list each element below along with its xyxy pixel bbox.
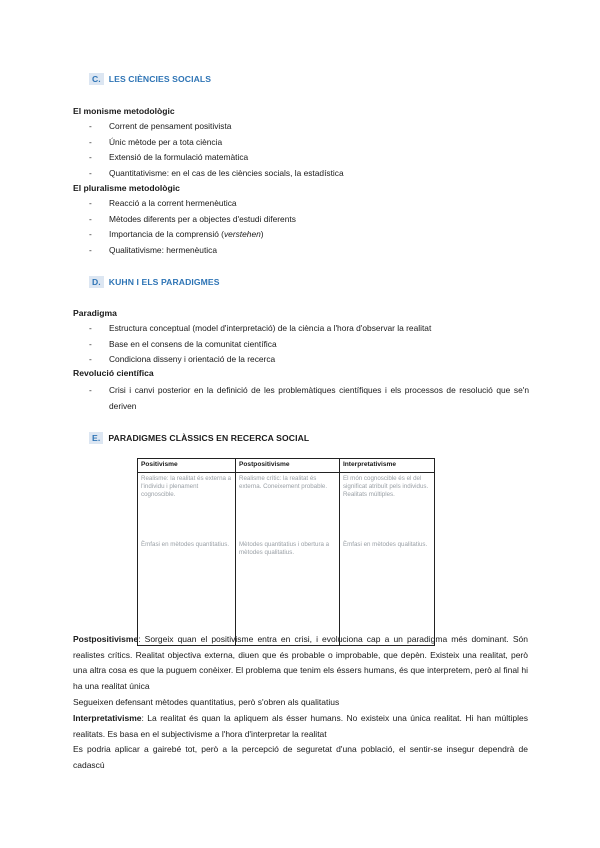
table-cell: Realisme crític: la realitat és externa. Coneixement probable. Mètodes quantitatius i obertura a mètodes qualitatius. [236,473,340,646]
postpositivisme-paragraph: Postpositivisme: Sorgeix quan el positivisme entra en crisi, i evoluciona cap a un paradigma més dominant. Són realistes crítics. Realitat objectiva externa, diuen que és probable o improbable, que depèn. Existeix una realitat, però una altra cosa es que la puguem conèixer. El problema que tenim els éssers humans, és que interpretem, però al final hi ha una realitat única [73,634,528,691]
section-e-title: PARADIGMES CLÀSSICS EN RECERCA SOCIAL [108,433,310,443]
section-c-heading [89,73,211,85]
section-e-heading [89,432,309,444]
interpretativisme-paragraph: Interpretativisme: La realitat és quan la apliquem als ésser humans. No existeix una única realitat. Hi han múltiples realitats. Es basa en el subjectivisme a l'hora d'interpretar la realitat [73,713,528,739]
section-c-letter: C. [89,73,104,85]
section-c-title: LES CIÈNCIES SOCIALS [108,74,212,84]
segueixen-paragraph: Segueixen defensant mètodes quantitatius, però s'obren als qualitatius [73,697,340,707]
table-header-cell: Interpretativisme [339,459,434,473]
monisme-heading: El monisme metodològic [73,106,175,116]
pluralisme-heading: El pluralisme metodològic [73,183,180,193]
final-paragraph: Es podria aplicar a gairebé tot, però a la percepció de seguretat d'una població, el sentir-se insegur dependrà de cadascú [73,744,528,770]
section-d-heading [89,276,220,288]
section-d-letter: D. [89,276,104,288]
table-header-cell: Positivisme [138,459,236,473]
table-cell: El món cognoscible és el del significat atribuït pels individus. Realitats múltiples. Èmfasi en mètodes qualitatius. [339,473,434,646]
section-d-title: KUHN I ELS PARADIGMES [108,277,220,287]
revolucio-heading: Revolució científica [73,368,154,378]
paradigms-table [137,458,435,646]
document-page: C. LES CIÈNCIES SOCIALS El monisme metodològic - Corrent de pensament positivista - Únic mètode per a tota ciència - Extensió de la formulació matemàtica - Quantitativisme: en el cas de les ciències socials, la estadística El pluralisme metodològic - Reacció a la corrent hermenèutica - Mètodes diferents per a objectes d'estudi diferents - Importancia de la comprensió (verstehen) - Qualitativisme: hermenèutica D. KUHN I ELS PARADIGMES Paradigma - Estructura conceptual (model d'interpretació) de la ciència a l'hora d'observar la realitat - Base en el consens de la comunitat científica - Condiciona disseny i orientació de la recerca Revolució científica - Crisi i canvi posterior en la definició de les problemàtiques científiques i els processos de resolució que se'n deriven E. PARADIGMES CLÀSSICS EN RECERCA SOCIAL Positivisme Postpositivisme Interpretativisme Realisme: la realitat és externa a l'individu i plenament cognoscible. Èmfasi en mètodes quantitatius. Realisme crític: la realitat és externa. Coneixement probable. Mètodes quantitatius i obertura a mètodes qualitatius. El món cognoscible és el del significat atribuït pels individus. Realitats múltiples. Èmfasi en mètodes qualitatius. Postpositivisme: Sorgeix quan el positivisme entra en crisi, i evoluciona cap a un paradigma més dominant. Són realistes crítics. Realitat objectiva externa, diuen que és probable o improbable, que depèn. Existeix una realitat, però una altra cosa es que la puguem conèixer. El problema que tenim els éssers humans, és que interpretem, però al final hi ha una realitat única Segueixen defensant mètodes quantitatius, però s'obren als qualitatius Interpretativisme: La realitat és quan la apliquem als ésser humans. No existeix una única realitat. Hi han múltiples realitats. Es basa en el subjectivisme a l'hora d'interpretar la realitat Es podria aplicar a gairebé tot, però a la percepció de seguretat d'una població, el sentir-se insegur dependrà de cadascú [0,0,600,848]
table-header-cell: Postpositivisme [236,459,340,473]
paradigma-heading: Paradigma [73,308,117,318]
table-cell: Realisme: la realitat és externa a l'individu i plenament cognoscible. Èmfasi en mètodes quantitatius. [138,473,236,646]
table-header-row [138,459,435,473]
section-e-letter: E. [89,432,103,444]
table-row [138,473,435,646]
